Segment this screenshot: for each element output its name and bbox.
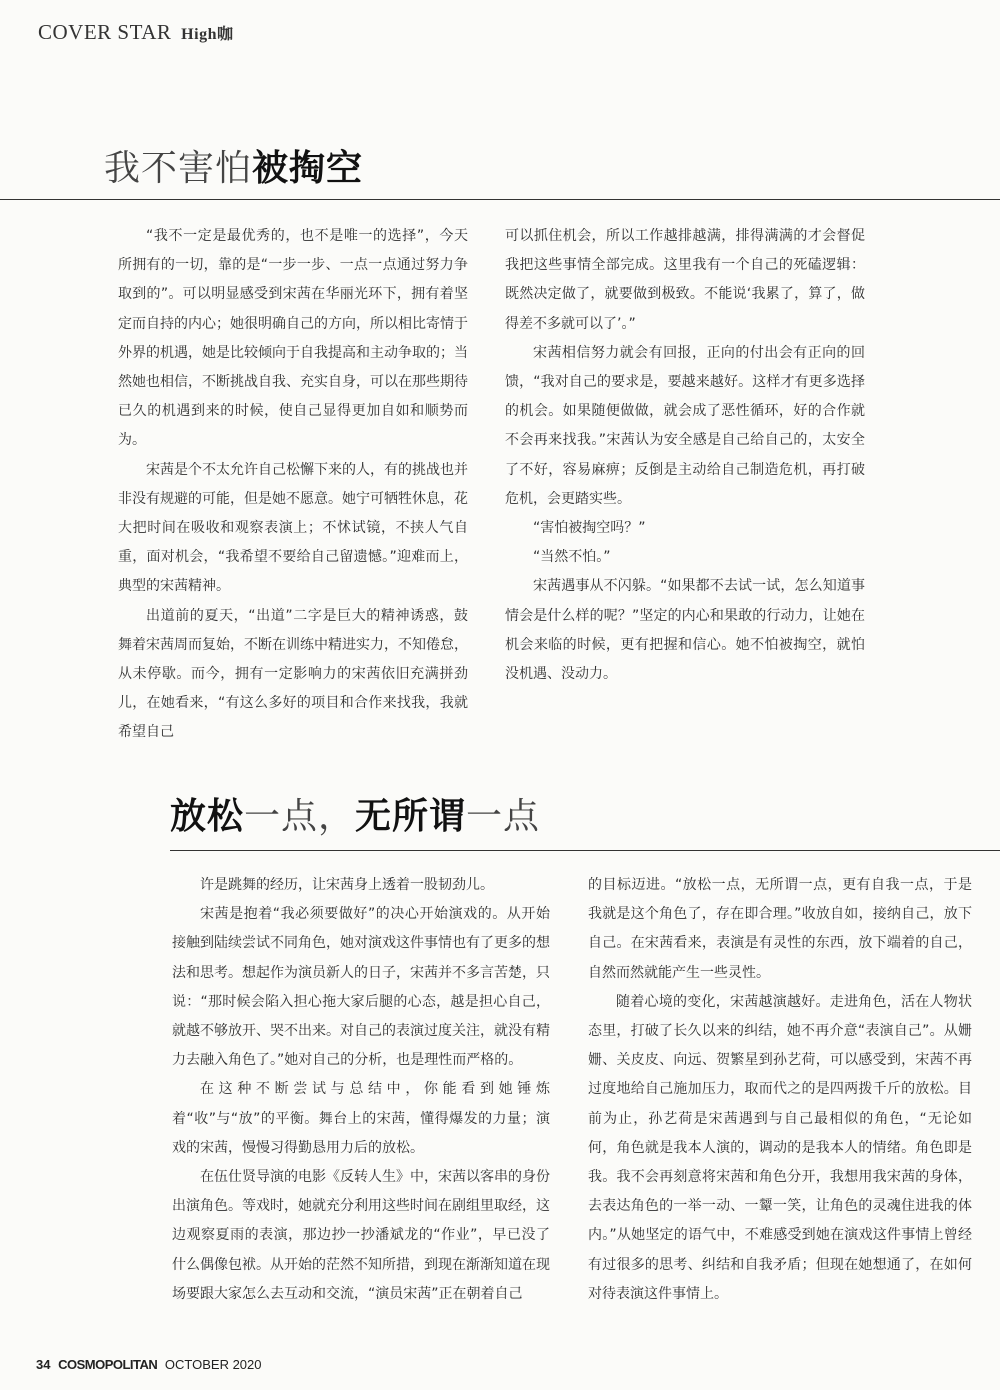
magazine-name: COSMOPOLITAN [58,1357,158,1372]
section1-title-bold: 被掏空 [252,147,364,189]
page-footer [36,1357,262,1372]
section1-column-left [118,222,468,748]
section1-divider [0,199,1000,200]
paragraph: 出道前的夏天，“出道”二字是巨大的精神诱惑，鼓舞着宋茜周而复始，不断在训练中精进实力，不知倦怠，从未停歇。而今，拥有一定影响力的宋茜依旧充满拼劲儿，在她看来，“有这么多好的项目和合作来找我，我就希望自己 [118,607,468,741]
paragraph: 在伍仕贤导演的电影《反转人生》中，宋茜以客串的身份出演角色。等戏时，她就充分利用这些时间在剧组里取经，这边观察夏雨的表演，那边抄一抄潘斌龙的“作业”，早已没了什么偶像包袱。从开始的茫然不知所措，到现在渐渐知道在现场要跟大家怎么去互动和交流，“演员宋茜”正在朝着自己 [172,1169,550,1302]
section2-title-l1: 一点， [244,796,356,837]
issue-date: OCTOBER 2020 [164,1357,262,1372]
paragraph: 可以抓住机会，所以工作越排越满，排得满满的才会督促我把这些事情全部完成。这里我有一个自己的死磕逻辑：既然决定做了，就要做到极致。不能说‘我累了，算了，做得差不多就可以了’。” [505,228,865,332]
page-number: 34 [36,1357,51,1372]
section2-column-left [172,871,550,1309]
section1-title-light: 我不害怕 [104,148,253,189]
paragraph: 宋茜遇事从不闪躲。“如果都不去试一试，怎么知道事情会是什么样的呢？”坚定的内心和果敢的行动力，让她在机会来临的时候，更有把握和信心。她不怕被掏空，就怕没机遇、没动力。 [505,578,865,683]
section2-title-l2: 一点 [466,796,541,837]
paragraph: 在这种不断尝试与总结中，你能看到她锤炼着“收”与“放”的平衡。舞台上的宋茜，懂得爆发的力量；演戏的宋茜，慢慢习得勤恳用力后的放松。 [172,1081,550,1156]
paragraph: 宋茜相信努力就会有回报，正向的付出会有正向的回馈，“我对自己的要求是，要越来越好。这样才有更多选择的机会。如果随便做做，就会成了恶性循环，好的合作就不会再来找我。”宋茜认为安全感是自己给自己的，太安全了不好，容易麻痹；反倒是主动给自己制造危机，再打破危机，会更踏实些。 [505,344,865,507]
section1-column-right [505,222,865,689]
paragraph: 随着心境的变化，宋茜越演越好。走进角色，活在人物状态里，打破了长久以来的纠结，她不再介意“表演自己”。从姗姗、关皮皮、向远、贺繁星到孙艺荷，可以感受到，宋茜不再过度地给自己施加压力，取而代之的是四两拨千斤的放松。目前为止，孙艺荷是宋茜遇到与自己最相似的角色，“无论如何，角色就是我本人演的，调动的是我本人的情绪。角色即是我。我不会再刻意将宋茜和角色分开，我想用我宋茜的身体，去表达角色的一举一动、一颦一笑，让角色的灵魂住进我的体内。”从她坚定的语气中，不难感受到她在演戏这件事情上曾经有过很多的思考、纠结和自我矛盾；但现在她想通了，在如何对待表演这件事情上。 [588,993,972,1302]
section2-title-b1: 放松 [170,795,245,837]
section2-title-b2: 无所谓 [355,795,467,837]
header-sub: High咖 [181,26,234,43]
section2-title [170,788,540,839]
header-section: COVER STAR [38,20,172,44]
paragraph: “当然不怕。” [533,549,611,566]
section-header [38,20,233,45]
section2-column-right [588,871,972,1309]
paragraph: 宋茜是个不太允许自己松懈下来的人，有的挑战也并非没有规避的可能，但是她不愿意。她宁可牺牲休息，花大把时间在吸收和观察表演上；不怵试镜，不挟人气自重，面对机会，“我希望不要给自己留遗憾。”迎难而上，典型的宋茜精神。 [118,461,468,595]
paragraph: 宋茜是抱着“我必须要做好”的决心开始演戏的。从开始接触到陆续尝试不同角色，她对演戏这件事情也有了更多的想法和思考。想起作为演员新人的日子，宋茜并不多言苦楚，只说：“那时候会陷入担心拖大家后腿的心态，越是担心自己，就越不够放开、哭不出来。对自己的表演过度关注，就没有精力去融入角色了。”她对自己的分析，也是理性而严格的。 [172,906,550,1069]
section1-title [104,140,363,191]
paragraph: 的目标迈进。“放松一点，无所谓一点，更有自我一点，于是我就是这个角色了，存在即合理。”收放自如，接纳自己，放下自己。在宋茜看来，表演是有灵性的东西，放下端着的自己，自然而然就能产生一些灵性。 [588,877,972,981]
section2-divider [170,850,1000,851]
paragraph: “害怕被掏空吗？” [533,520,646,537]
paragraph: “我不一定是最优秀的，也不是唯一的选择”，今天所拥有的一切，靠的是“一步一步、一点一点通过努力争取到的”。可以明显感受到宋茜在华丽光环下，拥有着坚定而自持的内心；她很明确自己的方向，所以相比寄情于外界的机遇，她是比较倾向于自我提高和主动争取的；当然她也相信，不断挑战自我、充实自身，可以在那些期待已久的机遇到来的时候，使自己显得更加自如和顺势而为。 [118,228,468,449]
paragraph: 许是跳舞的经历，让宋茜身上透着一股韧劲儿。 [200,877,494,893]
